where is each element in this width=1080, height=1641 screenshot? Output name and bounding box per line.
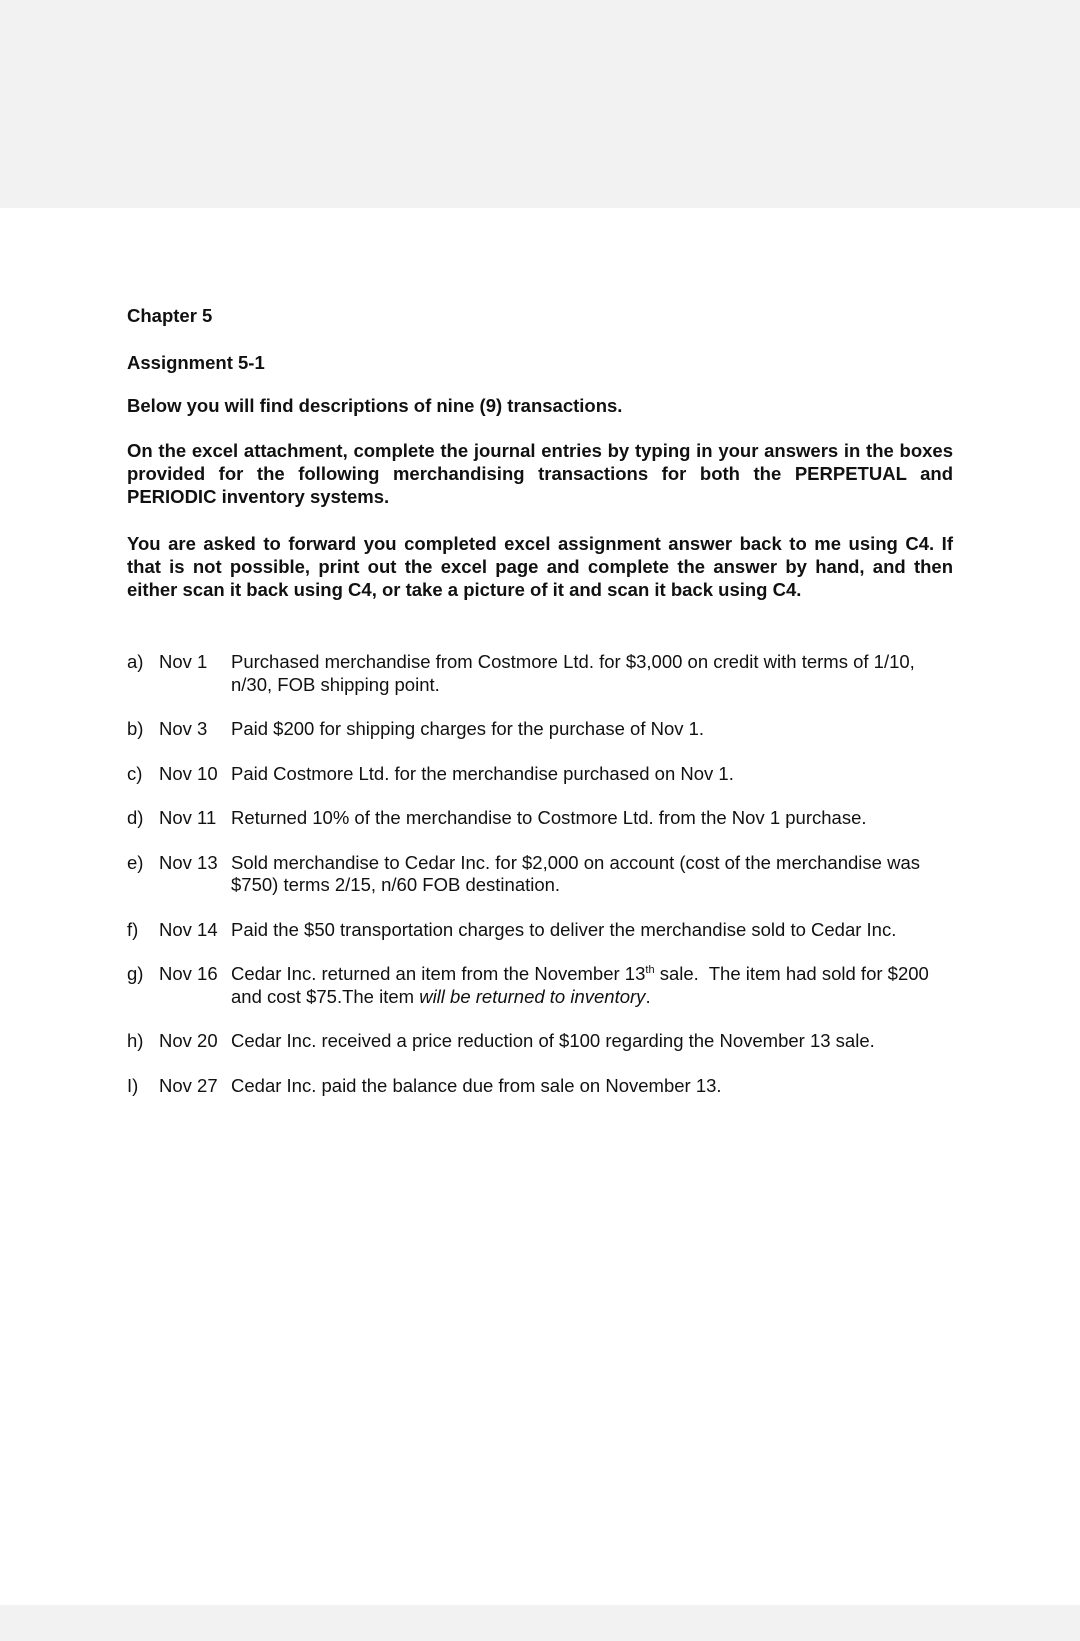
transaction-letter: a) — [127, 651, 144, 672]
transaction-description: Paid $200 for shipping charges for the purchase of Nov 1. — [231, 718, 705, 739]
transaction-item-g — [127, 963, 953, 1008]
transaction-text-part: . — [645, 985, 651, 1007]
transaction-item-h — [127, 1030, 953, 1053]
transaction-date: Nov 13 — [159, 851, 218, 873]
chapter-title: Chapter 5 — [127, 305, 213, 326]
transaction-date: Nov 3 — [159, 718, 208, 739]
assignment-title: Assignment 5-1 — [127, 352, 265, 373]
transaction-letter: c) — [127, 762, 143, 784]
document-page — [0, 208, 1080, 1605]
ordinal-suffix: th — [645, 963, 655, 976]
transaction-letter: d) — [127, 807, 144, 828]
transaction-list — [127, 651, 953, 1097]
transaction-item-c — [127, 763, 953, 786]
transaction-item-d — [127, 807, 953, 830]
transaction-item-e — [127, 852, 953, 897]
transaction-description: Returned 10% of the merchandise to Costmore Ltd. from the Nov 1 purchase. — [231, 807, 867, 828]
transaction-letter: h) — [127, 1030, 144, 1051]
transaction-description: Sold merchandise to Cedar Inc. for $2,000 on account (cost of the merchandise was $750) terms 2/15, n/60 FOB destination. — [231, 851, 920, 895]
transaction-letter: b) — [127, 718, 144, 739]
transaction-date: Nov 27 — [159, 1074, 218, 1096]
transaction-description: Cedar Inc. paid the balance due from sale on November 13. — [231, 1074, 722, 1096]
transaction-text-part: sale. The item had sold for $200 and cost $75.The item — [231, 963, 934, 1007]
transaction-date: Nov 20 — [159, 1030, 218, 1051]
transaction-item-a — [127, 651, 953, 696]
transaction-date: Nov 11 — [159, 807, 217, 828]
transaction-date: Nov 10 — [159, 762, 218, 784]
transaction-item-f — [127, 919, 953, 942]
submission-paragraph: You are asked to forward you completed excel assignment answer back to me using C4. If that is not possible, print out the excel page and complete the answer by hand, and then either scan it back using C4, or take a picture of it and scan it back using C4. — [127, 533, 953, 600]
transaction-description: Paid the $50 transportation charges to deliver the merchandise sold to Cedar Inc. — [231, 918, 897, 940]
transaction-text-part: Cedar Inc. returned an item from the November 13 — [231, 963, 646, 984]
transaction-date: Nov 14 — [159, 918, 218, 940]
transaction-description: Paid Costmore Ltd. for the merchandise purchased on Nov 1. — [231, 762, 734, 784]
transaction-description: Purchased merchandise from Costmore Ltd. for $3,000 on credit with terms of 1/10, n/30, FOB shipping point. — [231, 651, 915, 695]
transaction-emphasis: will be returned to inventory — [419, 985, 646, 1007]
transaction-date: Nov 1 — [159, 651, 208, 672]
transaction-letter: I) — [127, 1074, 139, 1096]
transaction-item-i — [127, 1075, 953, 1098]
transaction-letter: g) — [127, 963, 144, 984]
transaction-letter: f) — [127, 918, 139, 940]
transaction-description — [231, 963, 953, 1008]
transaction-item-b — [127, 718, 953, 741]
transaction-letter: e) — [127, 851, 144, 873]
transaction-description: Cedar Inc. received a price reduction of $100 regarding the November 13 sale. — [231, 1030, 875, 1051]
document-content — [127, 304, 953, 1119]
instructions-paragraph: On the excel attachment, complete the journal entries by typing in your answers in the boxes provided for the following merchandising transactions for both the PERPETUAL and PERIODIC inventory systems. — [127, 440, 953, 507]
intro-text: Below you will find descriptions of nine (9) transactions. — [127, 395, 623, 416]
transaction-date: Nov 16 — [159, 963, 218, 984]
